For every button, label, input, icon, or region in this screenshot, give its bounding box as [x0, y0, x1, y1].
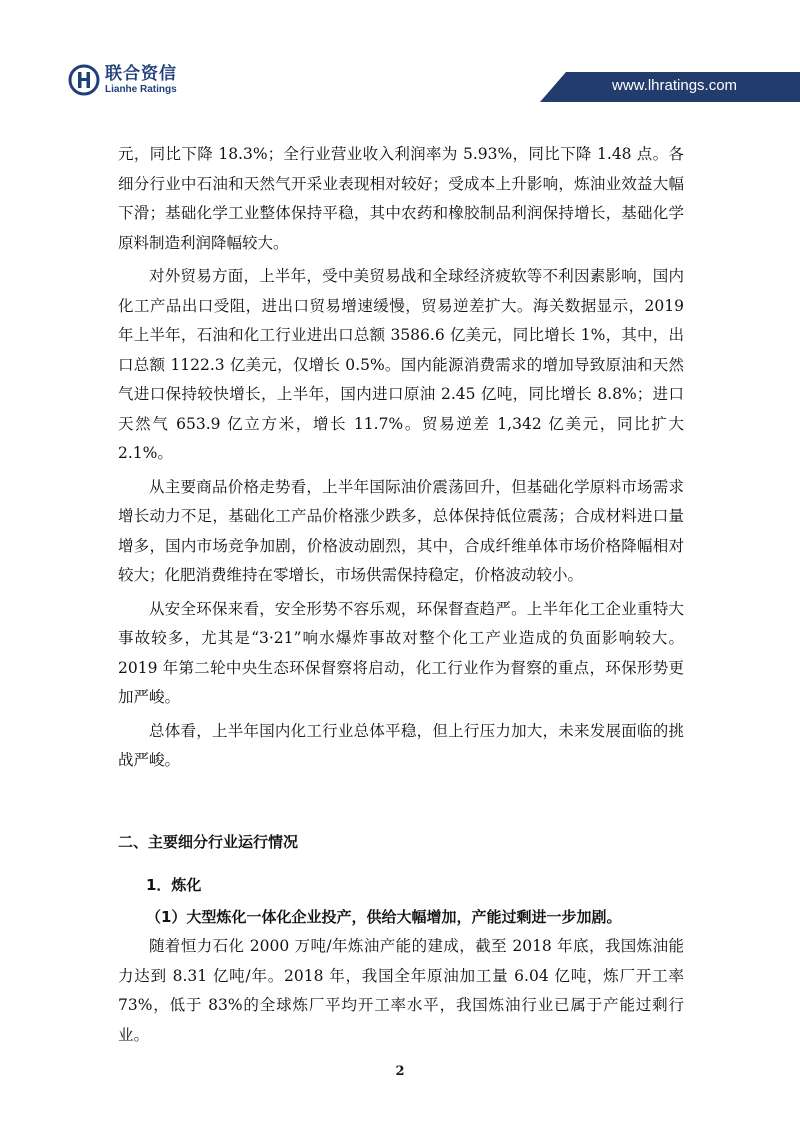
logo-name-en: Lianhe Ratings — [105, 83, 177, 95]
lianhe-logo-icon — [68, 64, 100, 96]
paragraph-refining: 随着恒力石化 2000 万吨/年炼油产能的建成，截至 2018 年底，我国炼油能力达到 8.31 亿吨/年。2018 年，我国全年原油加工量 6.04 亿吨，炼厂开工率 73%，低于 83%的全球炼厂平均开工率水平，我国炼油行业已属于产能过剩行业。 — [118, 937, 684, 1044]
page-number: 2 — [395, 1064, 405, 1079]
paragraph-foreign-trade: 对外贸易方面，上半年，受中美贸易战和全球经济疲软等不利因素影响，国内化工产品出口受阻，进出口贸易增速缓慢，贸易逆差扩大。海关数据显示，2019 年上半年，石油和化工行业进出口总额 3586.6 亿美元，同比增长 1%，其中，出口总额 1122.3 亿美元，仅增长 0.5%。国内能源消费需求的增加导致原油和天然气进口保持较快增长，上半年，国内进口原油 2.45 亿吨，同比增长 8.8%；进口天然气 653.9 亿立方米，增长 11.7%。贸易逆差 1,342 亿美元，同比扩大 2.1%。 — [118, 267, 684, 462]
header-banner-notch — [540, 72, 566, 102]
paragraph-profit: 元，同比下降 18.3%；全行业营业收入利润率为 5.93%，同比下降 1.48 点。各细分行业中石油和天然气开采业表现相对较好；受成本上升影响，炼油业效益大幅下滑；基础化学工业整体保持平稳，其中农药和橡胶制品利润保持增长，基础化学原料制造利润降幅较大。 — [118, 145, 684, 252]
website-url: www.lhratings.com — [612, 77, 738, 94]
paragraph-safety: 从安全环保来看，安全形势不容乐观，环保督查趋严。上半年化工企业重特大事故较多，尤其是“3·21”响水爆炸事故对整个化工产业造成的负面影响较大。2019 年第二轮中央生态环保督察将启动，化工行业作为督察的重点，环保形势更加严峻。 — [118, 599, 684, 706]
subsubsection-heading: （1）大型炼化一体化企业投产，供给大幅增加，产能过剩进一步加剧。 — [146, 907, 622, 926]
section-heading: 二、主要细分行业运行情况 — [118, 832, 299, 851]
paragraph-prices: 从主要商品价格走势看，上半年国际油价震荡回升，但基础化学原料市场需求增长动力不足，基础化工产品价格涨少跌多，总体保持低位震荡；合成材料进口量增多，国内市场竞争加剧，价格波动剧烈，其中，合成纤维单体市场价格降幅相对较大；化肥消费维持在零增长，市场供需保持稳定，价格波动较小。 — [118, 477, 684, 584]
paragraph-summary: 总体看，上半年国内化工行业总体平稳，但上行压力加大，未来发展面临的挑战严峻。 — [118, 721, 684, 769]
company-logo — [68, 62, 177, 98]
page-body — [118, 140, 684, 1050]
logo-name-cn: 联合资信 — [105, 63, 177, 84]
subsection-heading: 1．炼化 — [146, 876, 202, 894]
